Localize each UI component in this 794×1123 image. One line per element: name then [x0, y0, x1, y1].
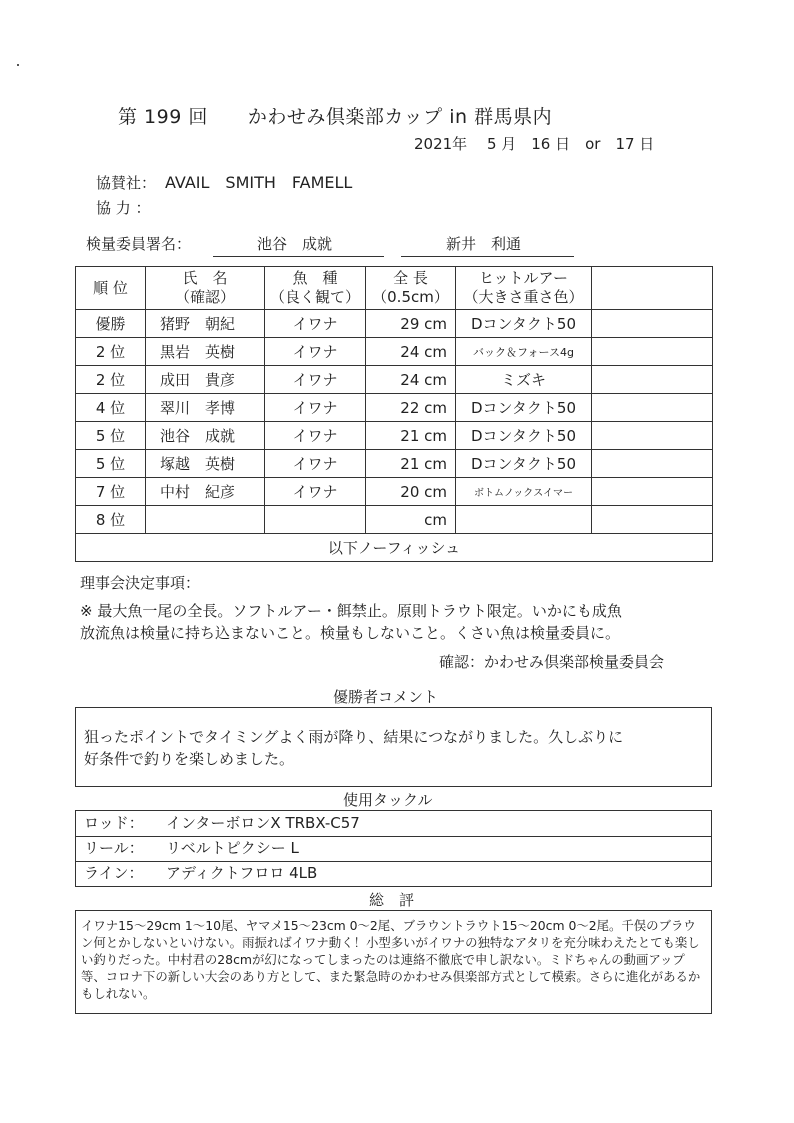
- header-lure: ヒットルアー （大きさ重さ色）: [456, 267, 592, 310]
- title-event: かわせみ倶楽部カップ in 群馬県内: [247, 106, 553, 128]
- lure-cell: バック＆フォース4g: [456, 338, 592, 366]
- name-cell: 翠川 孝博: [146, 394, 265, 422]
- tackle-row-rod: [76, 811, 711, 837]
- name-cell: 成田 貴彦: [146, 366, 265, 394]
- rank-cell: 2 位: [76, 338, 146, 366]
- table-row: [76, 478, 713, 506]
- name-cell: 塚越 英樹: [146, 450, 265, 478]
- fish-cell: [265, 506, 366, 534]
- title-round: 第 199 回: [118, 106, 208, 128]
- table-row: [76, 422, 713, 450]
- lure-cell: Dコンタクト50: [456, 422, 592, 450]
- header-extra: [592, 267, 713, 310]
- lure-cell: ミズキ: [456, 366, 592, 394]
- table-row: [76, 506, 713, 534]
- rank-cell: 優勝: [76, 310, 146, 338]
- extra-cell: [592, 366, 713, 394]
- header-length: 全 長 （0.5cm）: [366, 267, 456, 310]
- table-footer-row: [76, 534, 713, 562]
- length-cell: 24 cm: [366, 366, 456, 394]
- rank-cell: 7 位: [76, 478, 146, 506]
- event-date: 2021年 5 月 16 日 or 17 日: [414, 135, 655, 153]
- length-cell: 22 cm: [366, 394, 456, 422]
- no-fish-note: 以下ノーフィッシュ: [76, 534, 713, 562]
- extra-cell: [592, 422, 713, 450]
- table-row: [76, 310, 713, 338]
- winner-comment-box: [75, 707, 712, 787]
- fish-cell: イワナ: [265, 422, 366, 450]
- table-row: [76, 366, 713, 394]
- header-fish: 魚 種 （良く観て）: [265, 267, 366, 310]
- fish-cell: イワナ: [265, 450, 366, 478]
- fish-cell: イワナ: [265, 366, 366, 394]
- lure-cell: Dコンタクト50: [456, 310, 592, 338]
- judge-1-signature: 池谷 成就: [257, 235, 333, 253]
- results-table: [75, 266, 713, 562]
- table-row: [76, 450, 713, 478]
- fish-cell: イワナ: [265, 478, 366, 506]
- length-cell: 29 cm: [366, 310, 456, 338]
- extra-cell: [592, 450, 713, 478]
- name-cell: 中村 紀彦: [146, 478, 265, 506]
- name-cell: [146, 506, 265, 534]
- rank-cell: 5 位: [76, 450, 146, 478]
- rules-line-2: 放流魚は検量に持ち込まないこと。検量もしないこと。くさい魚は検量委員に。: [80, 624, 621, 642]
- tackle-key: ロッド：: [84, 814, 144, 832]
- extra-cell: [592, 506, 713, 534]
- header-name: 氏 名 （確認）: [146, 267, 265, 310]
- tackle-value: リベルトピクシー L: [166, 839, 299, 857]
- tackle-value: インターボロンX TRBX-C57: [166, 814, 360, 832]
- length-cell: 21 cm: [366, 422, 456, 450]
- tackle-row-reel: [76, 836, 711, 862]
- sponsor-value: AVAIL SMITH FAMELL: [165, 173, 353, 192]
- review-text: イワナ15〜29cm 1〜10尾、ヤマメ15〜23cm 0〜2尾、ブラウントラウト15〜20cm 0〜2尾。千俣のブラウン何とかしないといけない。雨振ればイワナ動く！小型多いがイワナの独特なアタリを充分味わえたとても楽しい釣りだった。中村君の28cmが幻になってしまったのは連絡不徹底で申し訳ない。ミドちゃんの動画アップ等、コロナ下の新しい大会のあり方として、また緊急時のかわせみ倶楽部方式として模索。さらに進化があるかもしれない。: [81, 918, 701, 1001]
- judges-label: 検量委員署名：: [86, 235, 192, 253]
- name-cell: 池谷 成就: [146, 422, 265, 450]
- lure-cell: [456, 506, 592, 534]
- lure-cell: Dコンタクト50: [456, 394, 592, 422]
- table-row: [76, 338, 713, 366]
- winner-comment-heading: 優勝者コメント: [333, 688, 439, 706]
- length-cell: 20 cm: [366, 478, 456, 506]
- lure-cell: Dコンタクト50: [456, 450, 592, 478]
- extra-cell: [592, 394, 713, 422]
- page-title: [118, 102, 552, 129]
- length-cell: 24 cm: [366, 338, 456, 366]
- review-heading: 総 評: [369, 891, 415, 909]
- rank-cell: 2 位: [76, 366, 146, 394]
- review-box: [75, 910, 712, 1014]
- rank-cell: 4 位: [76, 394, 146, 422]
- name-cell: 黒岩 英樹: [146, 338, 265, 366]
- tackle-box: [75, 810, 712, 887]
- extra-cell: [592, 310, 713, 338]
- rules-heading: 理事会決定事項：: [80, 574, 201, 592]
- header-rank: 順 位: [76, 267, 146, 310]
- table-row: [76, 394, 713, 422]
- cooperation-label: 協 力 ：: [96, 199, 151, 217]
- tackle-row-line: [76, 861, 711, 886]
- extra-cell: [592, 478, 713, 506]
- rank-cell: 5 位: [76, 422, 146, 450]
- judge-2-line: [401, 256, 574, 257]
- fish-cell: イワナ: [265, 338, 366, 366]
- rules-confirm: 確認：かわせみ倶楽部検量委員会: [439, 653, 665, 671]
- extra-cell: [592, 338, 713, 366]
- fish-cell: イワナ: [265, 310, 366, 338]
- lure-cell: ボトムノックスイマー: [456, 478, 592, 506]
- winner-comment-line-2: 好条件で釣りを楽しめました。: [84, 750, 295, 768]
- table-header-row: [76, 267, 713, 310]
- winner-comment-line-1: 狙ったポイントでタイミングよく雨が降り、結果につながりました。久しぶりに: [84, 728, 624, 746]
- fish-cell: イワナ: [265, 394, 366, 422]
- length-cell: 21 cm: [366, 450, 456, 478]
- tackle-heading: 使用タックル: [343, 791, 433, 809]
- tackle-key: ライン：: [84, 864, 144, 882]
- name-cell: 猪野 朝紀: [146, 310, 265, 338]
- tackle-value: アディクトフロロ 4LB: [166, 864, 318, 882]
- tackle-key: リール：: [84, 839, 144, 857]
- stray-dot: [17, 64, 19, 66]
- rank-cell: 8 位: [76, 506, 146, 534]
- length-cell: cm: [366, 506, 456, 534]
- judge-2-signature: 新井 利通: [446, 235, 522, 253]
- judge-1-line: [213, 256, 384, 257]
- rules-line-1: ※ 最大魚一尾の全長。ソフトルアー・餌禁止。原則トラウト限定。いかにも成魚: [80, 602, 622, 620]
- sponsor-label: 協賛社：: [96, 174, 157, 192]
